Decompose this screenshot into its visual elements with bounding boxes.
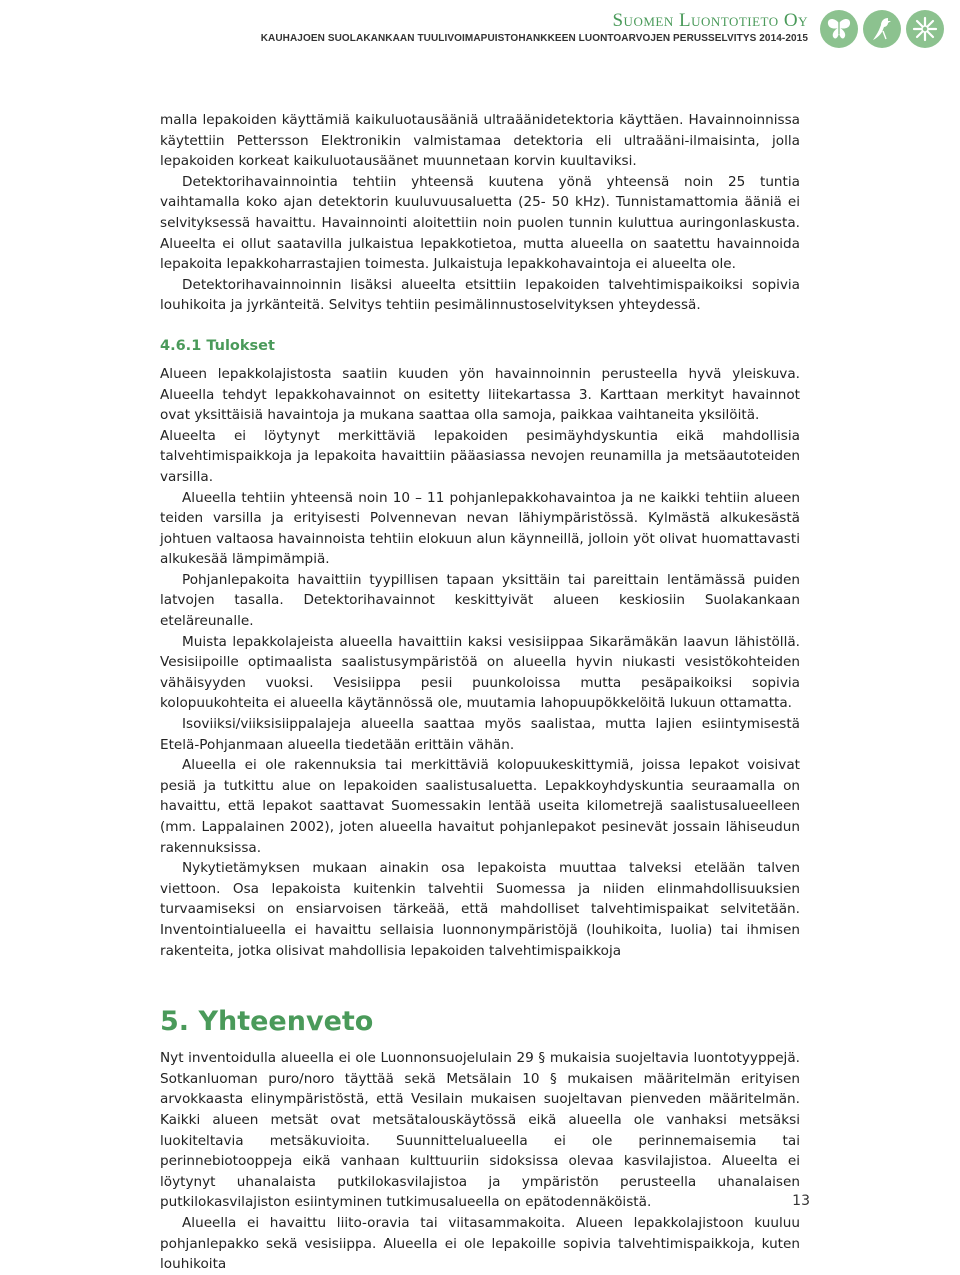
paragraph: Nykytietämyksen mukaan ainakin osa lepakoista muuttaa talveksi etelään talven viettoon. Osa lepakoista kuitenkin talvehtii Suomessa ja niiden elinmahdollisuuksien turvaamiseksi on ensiarvoisen tärkeää, että mahdolliset talvehtimispaikat selvitetään. Inventointialueella ei havaittu sellaisia luonnonympäristöjä (louhikoita, luolia) tai ihmisen rakenteita, jotka olisivat mahdollisia lepakoiden talvehtimispaikkoja xyxy=(160,860,800,959)
page-number: 13 xyxy=(792,1193,810,1209)
flower-icon xyxy=(906,10,944,48)
report-subtitle: KAUHAJOEN SUOLAKANKAAN TUULIVOIMAPUISTOHANKKEEN LUONTOARVOJEN PERUSSELVITYS 2014-2015 xyxy=(260,33,808,44)
logo-group xyxy=(820,10,944,48)
butterfly-icon xyxy=(820,10,858,48)
section-heading-tulokset: 4.6.1 Tulokset xyxy=(160,337,275,354)
paragraph: Isoviiksi/viiksisiippalajeja alueella saattaa myös saalistaa, mutta lajien esiintymisestä Etelä-Pohjanmaan alueella tiedetään erittäin vähän. xyxy=(160,716,800,753)
page-content xyxy=(160,110,800,1275)
paragraph: Alueelta ei löytynyt merkittäviä lepakoiden pesimäyhdyskuntia eikä mahdollisia talvehtimispaikkoja ja lepakoita havaittiin pääasiassa nevojen reunamilla ja metsäautoteiden varsilla. xyxy=(160,427,800,485)
paragraph: Alueella tehtiin yhteensä noin 10 – 11 pohjanlepakkohavaintoa ja ne kaikki tehtiin alueen teiden varsilla ja erityisesti Polvennevan nevan lähiympäristössä. Kylmästä alkukesästä johtuen valtaosa havainnoista tehtiin elokuun alun käynneillä, jolloin yöt olivat huomattavasti alkukesää lämpimämpiä. xyxy=(160,489,800,568)
header-text xyxy=(261,10,808,45)
page-header xyxy=(0,0,960,80)
paragraph: malla lepakoiden käyttämiä kaikuluotausääniä ultraäänidetektoria käyttäen. Havainnoinnissa käytettiin Pettersson Elektronikin valmistamaa detektoria eli ultraääni-ilmaisinta, jolla lepakoiden korkeat kaikuluotausäänet muunnetaan korvin kuultaviksi. xyxy=(160,112,800,170)
paragraph: Alueella ei havaittu liito-oravia tai viitasammakoita. Alueen lepakkolajistoon kuuluu pohjanlepakko sekä vesisiippa. Alueella ei ole lepakoille sopivia talvehtimispaikkoja, kuten louhikoita xyxy=(160,1214,800,1273)
paragraph: Muista lepakkolajeista alueella havaittiin kaksi vesisiippaa Sikarämäkän laavun lähistöllä. Vesisiipoille optimaalista saalistusympäristöä on alueella hyvin niukasti vesistökohteiden vähäisyyden vuoksi. Vesisiippa pesii puunkoloissa mutta pesäpaikoiksi sopivia kolopuukohteita ei alueella käytännössä ole, muutamia lahopuupökkelöitä lukuun ottamatta. xyxy=(160,633,800,712)
paragraph: Detektorihavainnoinnin lisäksi alueelta etsittiin lepakoiden talvehtimispaikoiksi sopivia louhikoita ja jyrkänteitä. Selvitys tehtiin pesimälinnustoselvityksen yhteydessä. xyxy=(160,276,800,314)
paragraph: Pohjanlepakoita havaittiin tyypillisen tapaan yksittäin tai pareittain lentämässä puiden latvojen tasalla. Detektorihavainnot keskittyivät alueen keskiosiin Suolakankaan eteläreunalle. xyxy=(160,571,800,630)
paragraph: Detektorihavainnointia tehtiin yhteensä kuutena yönä yhteensä noin 25 tuntia vaihtamalla koko ajan detektorin kuuluvuusaluetta (25- 50 kHz). Tunnistamattomia ääniä ei selvityksessä havaittu. Havainnointi aloitettiin noin puolen tunnin kuluttua auringonlaskusta. Alueelta ei ollut saatavilla julkaistua lepakkotietoa, mutta alueella on saatettu havainnoida lepakoita lepakkoharrastajien toimesta. Julkaistuja lepakkohavaintoja ei alueelta ole. xyxy=(160,173,800,273)
paragraph: Alueella ei ole rakennuksia tai merkittäviä kolopuukeskittymiä, joissa lepakot voisivat pesiä ja tutkittu alue on lepakoiden saalistusaluetta. Lepakkoyhdyskuntia seuraamalla on havaittu, että lepakot saattavat Suomessakin lentää useita kilometrejä saalistusalueelleen (mm. Lappalainen 2002), joten alueella havaitut pohjanlepakot pesinevät jossain lähiseudun rakennuksissa. xyxy=(160,757,800,856)
section-heading-yhteenveto: 5. Yhteenveto xyxy=(160,1006,374,1038)
paragraph: Alueen lepakkolajistosta saatiin kuuden yön havainnoinnin perusteella hyvä yleiskuva. Alueella tehdyt lepakkohavainnot on esitetty liitekartassa 3. Karttaan merkityt havainnot ovat yksittäisiä havaintoja ja mukana saattaa olla samoja, paikkaa vaihtaneita yksilöitä. xyxy=(160,365,800,424)
company-name: Suomen Luontotieto Oy xyxy=(612,10,808,31)
paragraph: Nyt inventoidulla alueella ei ole Luonnonsuojelulain 29 § mukaisia suojeltavia luontotyyppejä. Sotkanluoman puro/noro täyttää sekä Metsälain 10 § mukaisen määritelmän erityisen arvokkaasta elinympäristöstä, että Vesilain mukaisen suojeltavan pienveden määritelmän. Kaikki alueen metsät ovat metsätalouskäytössä eikä alueella ole vanhaksi metsäksi luokiteltavia metsäkuvioita. Suunnittelualueella ei ole perinnemaisemia tai perinnebiotooppeja eikä vanhaan kulttuuriin sidoksissa olevaa kasvilajistoa. Alueelta ei löytynyt uhanalaista putkilokasvilajistoa ja ympäristön perusteella uhanalaisen putkilokasvilajiston esiintyminen tutkimusalueella on epätodennäköistä. xyxy=(160,1050,800,1211)
bird-icon xyxy=(863,10,901,48)
